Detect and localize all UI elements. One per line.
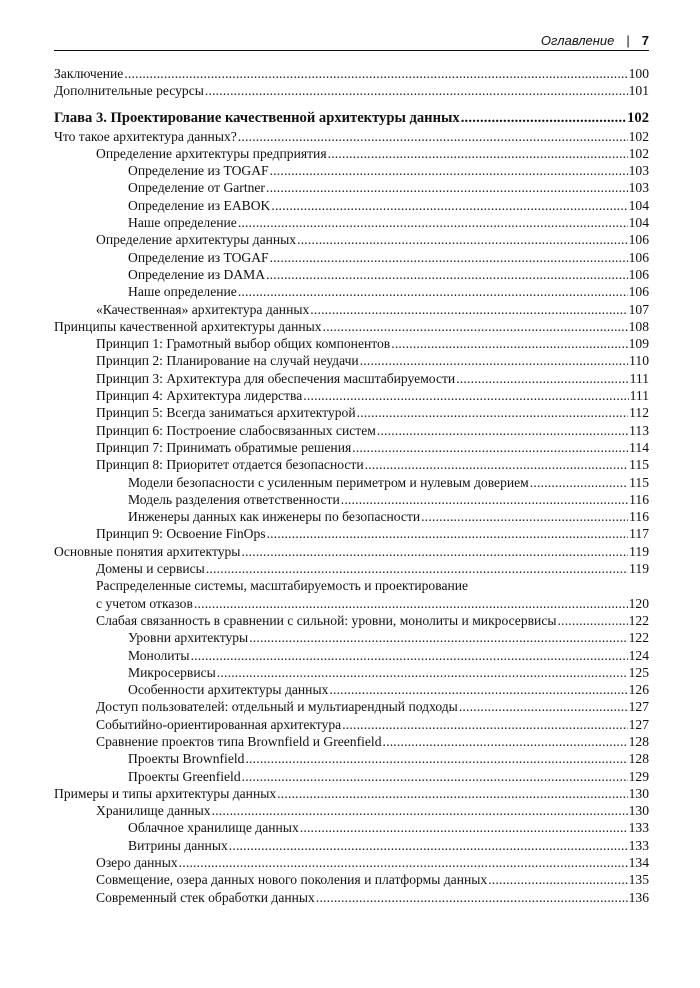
toc-page-number: 124 [628, 647, 649, 663]
toc-entry[interactable] [54, 231, 649, 248]
toc-entry[interactable] [54, 871, 649, 888]
toc-page-number: 114 [629, 439, 649, 455]
toc-entry-title: Доступ пользователей: отдельный и мультиарендный подходы [96, 699, 458, 715]
toc-dot-leader [365, 456, 629, 473]
toc-page-number: 111 [629, 388, 649, 404]
toc-entry[interactable] [54, 716, 649, 733]
toc-page-number: 104 [628, 215, 649, 231]
toc-page-number: 129 [628, 768, 649, 784]
toc-entry-title: Глава 3. Проектирование качественной архитектуры данных [54, 109, 460, 126]
toc-dot-leader [266, 179, 628, 196]
toc-entry[interactable] [54, 456, 649, 473]
toc-entry-title: Определение из TOGAF [128, 249, 269, 265]
toc-entry-title: Определение из TOGAF [128, 163, 269, 179]
toc-dot-leader [558, 612, 628, 629]
toc-entry-title-continued: с учетом отказов [96, 595, 193, 611]
toc-page-number: 100 [628, 66, 649, 81]
toc-page-number: 115 [629, 457, 649, 473]
toc-entry[interactable] [54, 214, 649, 231]
toc-entry[interactable] [54, 162, 649, 179]
header-text [541, 33, 649, 48]
toc-entry-title: Совмещение, озера данных нового поколения и платформы данных [96, 872, 488, 888]
toc-page-number: 126 [628, 682, 649, 698]
toc-entry-title: Дополнительные ресурсы [54, 83, 204, 99]
toc-page-number: 116 [629, 509, 649, 525]
toc-entry[interactable] [54, 508, 649, 525]
toc-entry-title: Принцип 7: Принимать обратимые решения [96, 439, 352, 455]
toc-dot-leader [267, 525, 629, 542]
toc-page-number: 110 [629, 353, 649, 369]
toc-entry[interactable] [54, 422, 649, 439]
toc-dot-leader [391, 335, 627, 352]
toc-entry-title: Современный стек обработки данных [96, 889, 315, 905]
toc-entry[interactable] [54, 837, 649, 854]
toc-entry-title: Слабая связанность в сравнении с сильной: уровни, монолиты и микросервисы [96, 612, 557, 628]
toc-entry-title: Принцип 4: Архитектура лидерства [96, 388, 303, 404]
header-section-title: Оглавление [540, 33, 615, 48]
toc-entry[interactable] [54, 854, 649, 871]
toc-dot-leader [206, 560, 628, 577]
toc-entry[interactable] [54, 525, 649, 542]
toc-entry[interactable] [54, 664, 649, 681]
toc-entry[interactable] [54, 301, 649, 318]
toc-entry[interactable] [54, 387, 649, 404]
toc-dot-leader [212, 802, 628, 819]
toc-page-number: 111 [629, 370, 649, 386]
toc-page-number: 125 [628, 664, 649, 680]
toc-entry[interactable] [54, 197, 649, 214]
toc-dot-leader [456, 370, 628, 387]
toc-entry[interactable] [54, 819, 649, 836]
toc-entry[interactable] [54, 802, 649, 819]
toc-entry-title: Основные понятия архитектуры [54, 543, 241, 559]
toc-entry-title: Наше определение [128, 284, 237, 300]
toc-entry-title: Инженеры данных как инженеры по безопасности [128, 509, 421, 525]
header-page-number: 7 [641, 33, 649, 48]
toc-page-number: 102 [628, 128, 649, 144]
toc-page-number: 106 [628, 284, 649, 300]
toc-entry-title: Особенности архитектуры данных [128, 682, 329, 698]
toc-dot-leader [421, 508, 628, 525]
toc-entry-title: Определение архитектуры предприятия [96, 145, 327, 161]
toc-dot-leader [191, 647, 628, 664]
toc-dot-leader [266, 266, 628, 283]
toc-page-number: 133 [628, 820, 649, 836]
toc-entry[interactable] [54, 370, 649, 387]
toc-page-number: 134 [628, 855, 649, 871]
toc-entry[interactable] [54, 543, 649, 560]
toc-entry-title: Принцип 8: Приоритет отдается безопасности [96, 457, 364, 473]
toc-page-number: 136 [628, 889, 649, 905]
toc-page-number: 127 [628, 699, 649, 715]
toc-entry[interactable] [54, 335, 649, 352]
toc-dot-leader [310, 301, 627, 318]
toc-entry-title: Определение от Gartner [128, 180, 265, 196]
toc-entry[interactable] [54, 352, 649, 369]
header-rule [54, 50, 649, 51]
toc-dot-leader [229, 837, 628, 854]
toc-page-number: 106 [628, 232, 649, 248]
toc-entry[interactable] [54, 560, 649, 577]
toc-dot-leader [297, 231, 628, 248]
toc-entry-title: Озеро данных [96, 855, 178, 871]
toc-entry-title: Событийно-ориентированная архитектура [96, 716, 342, 732]
toc-entry[interactable] [54, 491, 649, 508]
toc-dot-leader [328, 145, 628, 162]
toc-dot-leader [277, 785, 627, 802]
toc-page-number: 106 [628, 249, 649, 265]
toc-entry-title: Домены и сервисы [96, 561, 205, 577]
toc-dot-leader [360, 352, 628, 369]
toc-page-number: 135 [628, 872, 649, 888]
toc-dot-leader [238, 214, 628, 231]
toc-entry-title: Наше определение [128, 215, 237, 231]
toc-page-number: 119 [629, 543, 649, 559]
header-separator: | [626, 33, 630, 48]
toc-entry[interactable] [54, 404, 649, 421]
toc-dot-leader [270, 162, 628, 179]
toc-entry[interactable] [54, 629, 649, 646]
toc-entry[interactable] [54, 785, 649, 802]
toc-page-number: 133 [628, 837, 649, 853]
toc-entry-line2 [96, 595, 649, 612]
toc-entry[interactable] [54, 145, 649, 162]
toc-page-number: 117 [629, 526, 649, 542]
toc-page-number: 115 [629, 474, 649, 490]
toc-dot-leader [271, 197, 627, 214]
toc-page-number: 113 [629, 422, 649, 438]
toc-entry[interactable] [54, 733, 649, 750]
toc-dot-leader [179, 854, 628, 871]
toc-dot-leader [461, 109, 626, 128]
toc-page-number: 102 [628, 145, 649, 161]
toc-entry[interactable] [54, 768, 649, 785]
toc-entry-title: Проекты Brownfield [128, 751, 245, 767]
toc-entry-title: Заключение [54, 66, 124, 81]
toc-dot-leader [316, 889, 628, 906]
toc-entry[interactable] [54, 577, 649, 612]
toc-entry-title: Монолиты [128, 647, 190, 663]
toc-entry-title: Проекты Greenfield [128, 768, 241, 784]
toc-entry-title: «Качественная» архитектура данных [96, 301, 310, 317]
toc-entry-title: Принцип 6: Построение слабосвязанных систем [96, 422, 376, 438]
toc-page-number: 102 [627, 109, 649, 126]
toc-entry-title: Принцип 1: Грамотный выбор общих компонентов [96, 336, 391, 352]
table-of-contents [54, 65, 649, 906]
toc-dot-leader [488, 871, 627, 888]
toc-page-number: 107 [628, 301, 649, 317]
toc-entry[interactable] [54, 65, 649, 82]
toc-entry[interactable] [54, 889, 649, 906]
toc-dot-leader [352, 439, 628, 456]
toc-entry-title: Что такое архитектура данных? [54, 128, 237, 144]
toc-entry-title: Облачное хранилище данных [128, 820, 299, 836]
toc-entry-title: Принципы качественной архитектуры данных [54, 318, 322, 334]
toc-entry[interactable] [54, 439, 649, 456]
toc-page-number: 106 [628, 266, 649, 282]
toc-page-number: 119 [629, 561, 649, 577]
toc-entry[interactable] [54, 283, 649, 300]
toc-page-number: 112 [629, 405, 649, 421]
toc-entry-title: Определение из DAMA [128, 266, 266, 282]
toc-entry-title: Распределенные системы, масштабируемость и проектирование [96, 578, 469, 594]
toc-entry[interactable] [54, 179, 649, 196]
toc-entry[interactable] [54, 474, 649, 491]
running-header [54, 30, 649, 50]
toc-entry[interactable] [54, 82, 649, 99]
toc-dot-leader [242, 768, 628, 785]
toc-dot-leader [357, 404, 629, 421]
toc-entry[interactable] [54, 128, 649, 145]
toc-dot-leader [300, 819, 628, 836]
toc-dot-leader [383, 733, 628, 750]
toc-entry-title: Витрины данных [128, 837, 228, 853]
toc-entry[interactable] [54, 266, 649, 283]
toc-page-number: 103 [628, 163, 649, 179]
toc-entry[interactable] [54, 750, 649, 767]
toc-page-number: 127 [628, 716, 649, 732]
toc-page-number: 109 [628, 336, 649, 352]
toc-dot-leader [238, 283, 628, 300]
toc-dot-leader [124, 65, 627, 82]
toc-page-number: 104 [628, 197, 649, 213]
toc-page-number: 120 [628, 595, 649, 611]
toc-entry-title: Определение архитектуры данных [96, 232, 297, 248]
toc-page-number: 122 [628, 612, 649, 628]
toc-entry[interactable] [54, 612, 649, 629]
toc-page-number: 128 [628, 733, 649, 749]
toc-page-number: 130 [628, 803, 649, 819]
toc-dot-leader [249, 629, 627, 646]
toc-dot-leader [217, 664, 628, 681]
toc-dot-leader [194, 595, 628, 612]
toc-entry-title: Хранилище данных [96, 803, 211, 819]
toc-dot-leader [303, 387, 628, 404]
toc-entry-title: Примеры и типы архитектуры данных [54, 785, 277, 801]
toc-entry-title: Принцип 3: Архитектура для обеспечения масштабируемости [96, 370, 456, 386]
toc-entry-title: Модель разделения ответственности [128, 491, 340, 507]
toc-dot-leader [270, 249, 628, 266]
toc-dot-leader [245, 750, 627, 767]
toc-page-number: 130 [628, 785, 649, 801]
toc-entry-title: Уровни архитектуры [128, 630, 249, 646]
toc-dot-leader [459, 698, 628, 715]
toc-entry[interactable] [54, 249, 649, 266]
toc-page-number: 101 [628, 83, 649, 99]
toc-dot-leader [205, 82, 628, 99]
toc-entry-title: Принцип 2: Планирование на случай неудачи [96, 353, 359, 369]
toc-dot-leader [377, 422, 628, 439]
toc-page-number: 128 [628, 751, 649, 767]
toc-dot-leader [323, 318, 628, 335]
toc-entry[interactable] [54, 698, 649, 715]
toc-dot-leader [342, 716, 627, 733]
toc-page-number: 103 [628, 180, 649, 196]
toc-page-number: 122 [628, 630, 649, 646]
toc-dot-leader [341, 491, 628, 508]
toc-entry[interactable] [54, 647, 649, 664]
toc-entry[interactable] [54, 681, 649, 698]
toc-entry-title: Модели безопасности с усиленным периметром и нулевым доверием [128, 474, 529, 490]
toc-page-number: 108 [628, 318, 649, 334]
toc-dot-leader [329, 681, 627, 698]
toc-chapter-entry[interactable] [54, 109, 649, 128]
toc-entry-title: Определение из EABOK [128, 197, 271, 213]
toc-entry[interactable] [54, 318, 649, 335]
toc-entry-title: Сравнение проектов типа Brownfield и Greenfield [96, 733, 382, 749]
toc-dot-leader [238, 128, 628, 145]
toc-entry-title: Микросервисы [128, 664, 216, 680]
toc-dot-leader [530, 474, 628, 491]
toc-entry-title: Принцип 9: Освоение FinOps [96, 526, 266, 542]
toc-dot-leader [241, 543, 628, 560]
toc-entry-title: Принцип 5: Всегда заниматься архитектурой [96, 405, 356, 421]
toc-page-number: 116 [629, 491, 649, 507]
